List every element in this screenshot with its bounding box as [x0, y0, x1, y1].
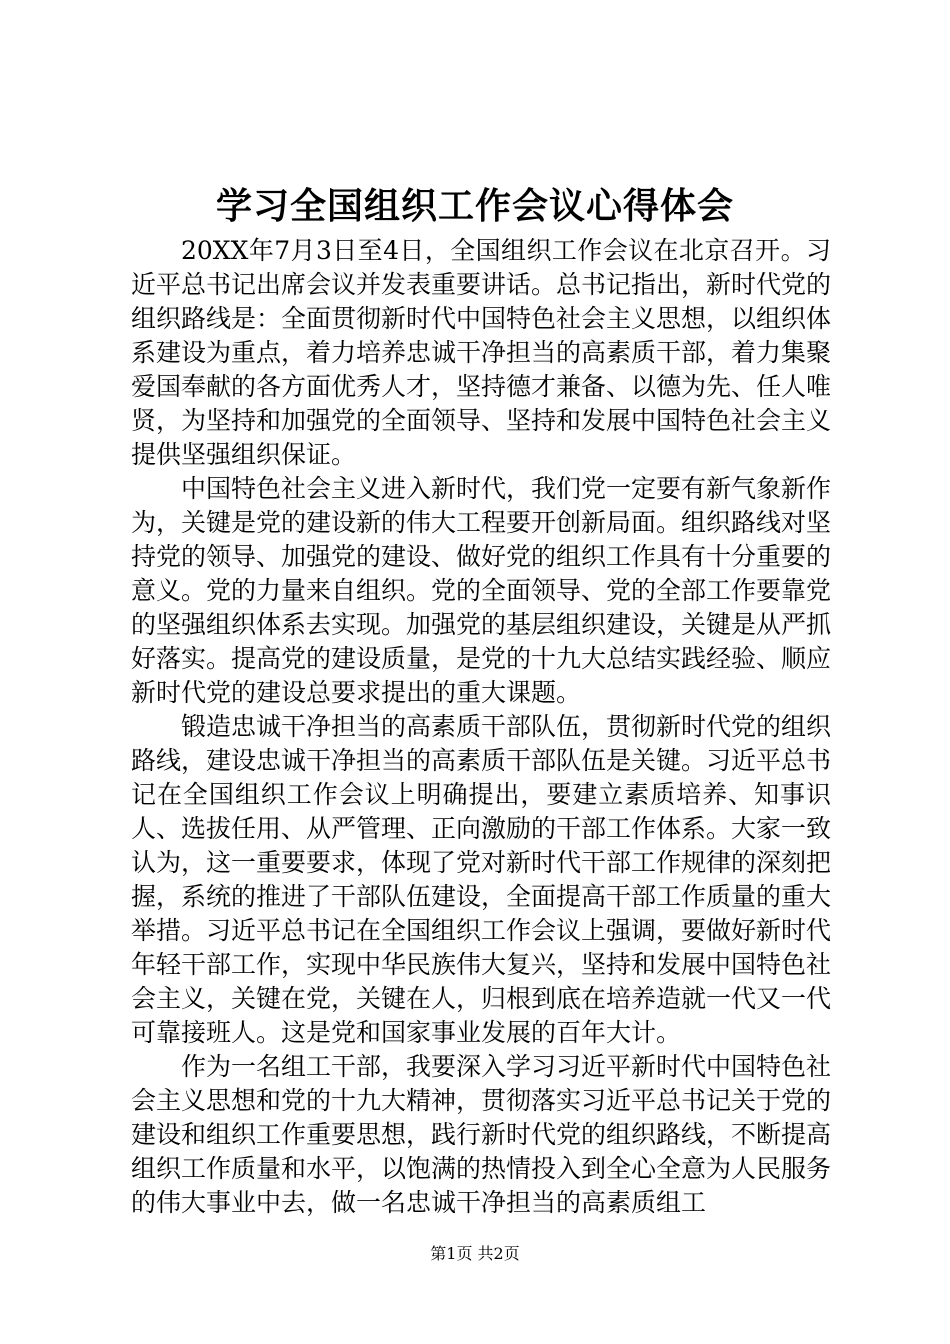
- paragraph-1: 20XX年7月3日至4日，全国组织工作会议在北京召开。习近平总书记出席会议并发表重要讲话。总书记指出，新时代党的组织路线是：全面贯彻新时代中国特色社会主义思想，以组织体系建设为重点，着力培养忠诚干净担当的高素质干部，着力集聚爱国奉献的各方面优秀人才，坚持德才兼备、以德为先、任人唯贤，为坚持和加强党的全面领导、坚持和发展中国特色社会主义提供坚强组织保证。: [131, 236, 832, 469]
- page-number-footer: 第1页 共2页: [430, 1244, 520, 1263]
- document-body: [131, 234, 831, 1220]
- document-title: 学习全国组织工作会议心得体会: [215, 186, 734, 227]
- paragraph-2: 中国特色社会主义进入新时代，我们党一定要有新气象新作为，关键是党的建设新的伟大工程要开创新局面。组织路线对坚持党的领导、加强党的建设、做好党的组织工作具有十分重要的意义。党的力量来自组织。党的全面领导、党的全部工作要靠党的坚强组织体系去实现。加强党的基层组织建设，关键是从严抓好落实。提高党的建设质量，是党的十九大总结实践经验、顺应新时代党的建设总要求提出的重大课题。: [131, 474, 832, 707]
- paragraph-3: 锻造忠诚干净担当的高素质干部队伍，贯彻新时代党的组织路线，建设忠诚干净担当的高素质干部队伍是关键。习近平总书记在全国组织工作会议上明确提出，要建立素质培养、知事识人、选拔任用、从严管理、正向激励的干部工作体系。大家一致认为，这一重要要求，体现了党对新时代干部工作规律的深刻把握，系统的推进了干部队伍建设，全面提高干部工作质量的重大举措。习近平总书记在全国组织工作会议上强调，要做好新时代年轻干部工作，实现中华民族伟大复兴，坚持和发展中国特色社会主义，关键在党，关键在人，归根到底在培养造就一代又一代可靠接班人。这是党和国家事业发展的百年大计。: [131, 712, 832, 1047]
- paragraph-4: 作为一名组工干部，我要深入学习习近平新时代中国特色社会主义思想和党的十九大精神，贯彻落实习近平总书记关于党的建设和组织工作重要思想，践行新时代党的组织路线，不断提高组织工作质量和水平，以饱满的热情投入到全心全意为人民服务的伟大事业中去，做一名忠诚干净担当的高素质组工: [131, 1052, 832, 1217]
